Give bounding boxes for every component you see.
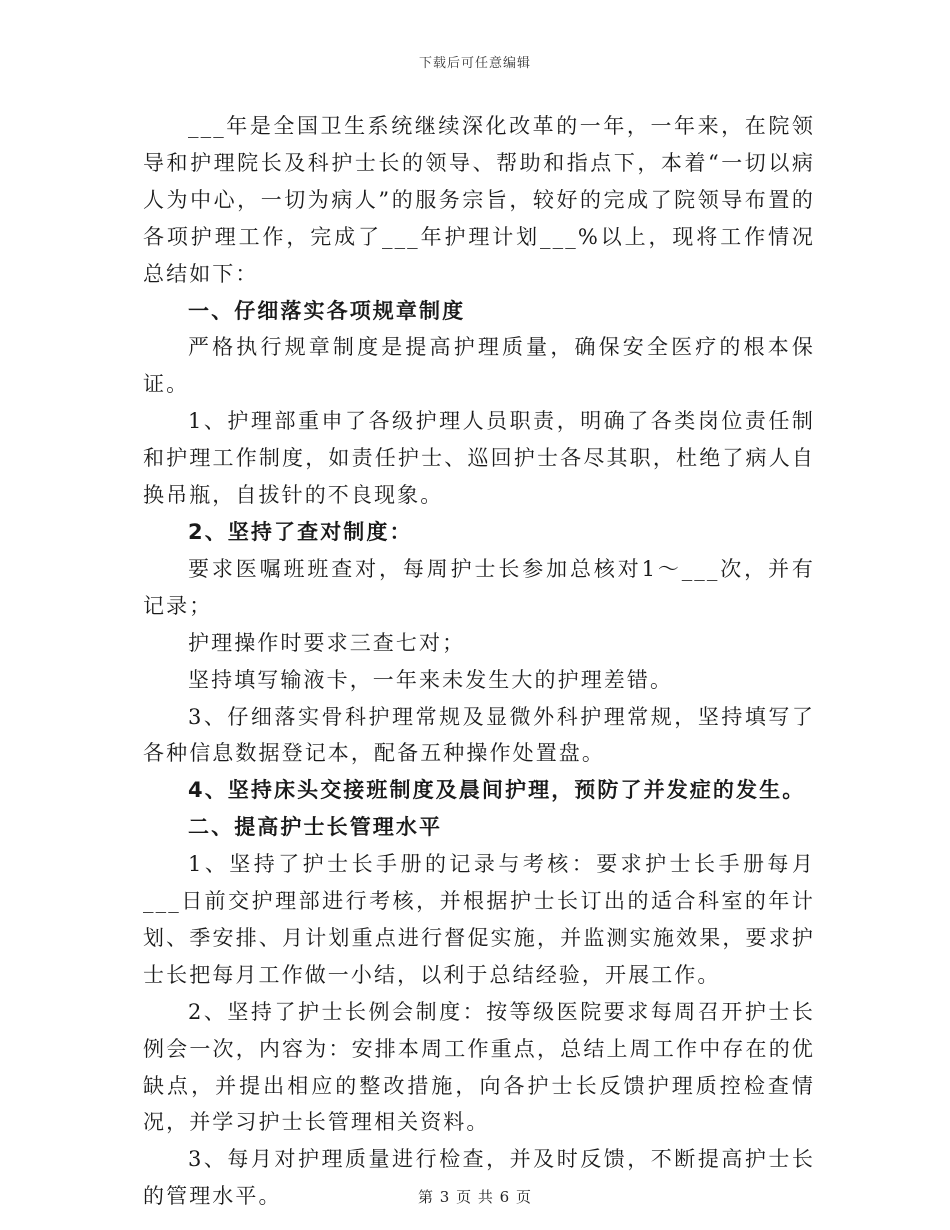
sub-heading: 4、坚持床头交接班制度及晨间护理，预防了并发症的发生。 (188, 778, 806, 803)
list-item: 3、每月对护理质量进行检查，并及时反馈，不断提高护士长的管理水平。 (143, 1147, 815, 1209)
page-header: 下载后可任意编辑 (418, 56, 531, 71)
intro-paragraph: ___年是全国卫生系统继续深化改革的一年，一年来，在院领导和护理院长及科护士长的领导、帮助和指点下，本着“一切以病人为中心，一切为病人”的服务宗旨，较好的完成了院领导布置的各项护理工作，完成了___年护理计划___%以上，现将工作情况总结如下： (143, 114, 815, 286)
sub-heading: 2、坚持了查对制度： (188, 519, 413, 544)
paragraph: 严格执行规章制度是提高护理质量，确保安全医疗的根本保证。 (143, 335, 815, 397)
list-item: 2、坚持了护士长例会制度：按等级医院要求每周召开护士长例会一次，内容为：安排本周工作重点，总结上周工作中存在的优缺点，并提出相应的整改措施，向各护士长反馈护理质控检查情况，并学习护士长管理相关资料。 (143, 999, 815, 1135)
section-heading-2: 二、提高护士长管理水平 (188, 815, 443, 840)
list-item: 3、仔细落实骨科护理常规及显微外科护理常规，坚持填写了各种信息数据登记本，配备五种操作处置盘。 (143, 704, 815, 766)
section-heading-1: 一、仔细落实各项规章制度 (188, 298, 466, 323)
paragraph: 要求医嘱班班查对，每周护士长参加总核对1～___次，并有记录； (143, 556, 815, 618)
list-item: 1、护理部重申了各级护理人员职责，明确了各类岗位责任制和护理工作制度，如责任护士、巡回护士各尽其职，杜绝了病人自换吊瓶，自拔针的不良现象。 (143, 409, 815, 508)
paragraph: 护理操作时要求三查七对； (188, 630, 466, 655)
document-body (143, 108, 815, 1215)
page-footer: 第 3 页 共 6 页 (418, 1188, 532, 1206)
paragraph: 坚持填写输液卡，一年来未发生大的护理差错。 (188, 667, 674, 692)
list-item: 1、坚持了护士长手册的记录与考核：要求护士长手册每月___日前交护理部进行考核，并根据护士长订出的适合科室的年计划、季安排、月计划重点进行督促实施，并监测实施效果，要求护士长把每月工作做一小结，以利于总结经验，开展工作。 (143, 852, 815, 987)
